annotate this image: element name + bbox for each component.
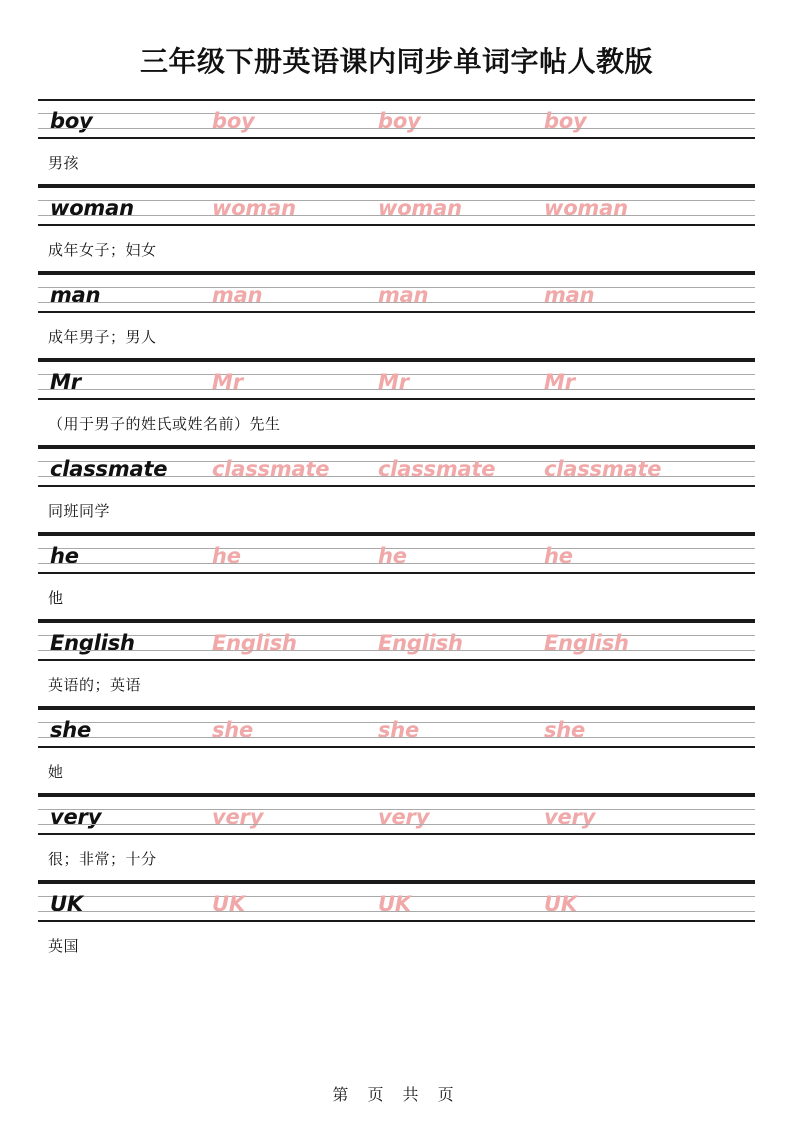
tracing-word-3[interactable]: she xyxy=(544,718,586,742)
tracing-word-3[interactable]: man xyxy=(544,283,595,307)
handwriting-rule-block xyxy=(38,186,755,226)
meaning-row xyxy=(38,748,755,795)
word-row xyxy=(38,362,755,398)
meaning-text: 她 xyxy=(48,763,64,781)
tracing-word-3[interactable]: he xyxy=(544,544,573,568)
vocabulary-entry xyxy=(38,186,755,273)
tracing-word-1[interactable]: he xyxy=(212,544,241,568)
word-row xyxy=(38,623,755,659)
vocabulary-entry xyxy=(38,360,755,447)
meaning-text: 同班同学 xyxy=(48,502,111,520)
tracing-word-3[interactable]: Mr xyxy=(544,370,575,394)
meaning-row xyxy=(38,922,755,969)
model-word: English xyxy=(50,631,135,655)
tracing-word-2[interactable]: he xyxy=(378,544,407,568)
meaning-text: 成年女子；妇女 xyxy=(48,241,157,259)
handwriting-rule-block xyxy=(38,621,755,661)
tracing-word-2[interactable]: very xyxy=(378,805,430,829)
handwriting-rule-block xyxy=(38,795,755,835)
tracing-word-1[interactable]: she xyxy=(212,718,254,742)
tracing-word-1[interactable]: very xyxy=(212,805,264,829)
tracing-word-3[interactable]: very xyxy=(544,805,596,829)
vocabulary-entry xyxy=(38,882,755,969)
handwriting-rule-block xyxy=(38,882,755,922)
page-footer: 第 页 共 页 xyxy=(332,1085,461,1104)
tracing-word-3[interactable]: classmate xyxy=(544,457,662,481)
tracing-word-1[interactable]: boy xyxy=(212,109,255,133)
meaning-row xyxy=(38,226,755,273)
page-title: 三年级下册英语课内同步单词字帖人教版 xyxy=(139,45,653,78)
model-word: man xyxy=(50,283,101,307)
word-row xyxy=(38,884,755,920)
tracing-word-2[interactable]: UK xyxy=(378,892,411,916)
meaning-row xyxy=(38,313,755,360)
handwriting-rule-block xyxy=(38,360,755,400)
model-word: he xyxy=(50,544,79,568)
word-row xyxy=(38,188,755,224)
model-word: classmate xyxy=(50,457,168,481)
vocabulary-entry xyxy=(38,621,755,708)
meaning-row xyxy=(38,400,755,447)
meaning-row xyxy=(38,487,755,534)
meaning-text: 他 xyxy=(48,589,64,607)
vocabulary-entry xyxy=(38,447,755,534)
handwriting-rule-block xyxy=(38,273,755,313)
meaning-text: 很；非常；十分 xyxy=(48,850,157,868)
tracing-word-1[interactable]: UK xyxy=(212,892,245,916)
meaning-text: 英国 xyxy=(48,937,80,955)
tracing-word-1[interactable]: Mr xyxy=(212,370,243,394)
model-word: Mr xyxy=(50,370,81,394)
tracing-word-1[interactable]: woman xyxy=(212,196,296,220)
handwriting-rule-block xyxy=(38,447,755,487)
vocabulary-entry xyxy=(38,99,755,186)
meaning-row xyxy=(38,139,755,186)
vocabulary-entry xyxy=(38,795,755,882)
word-row xyxy=(38,275,755,311)
meaning-text: 英语的；英语 xyxy=(48,676,142,694)
tracing-word-2[interactable]: she xyxy=(378,718,420,742)
vocabulary-practice-table xyxy=(38,99,755,969)
tracing-word-3[interactable]: woman xyxy=(544,196,628,220)
tracing-word-3[interactable]: UK xyxy=(544,892,577,916)
handwriting-rule-block xyxy=(38,534,755,574)
tracing-word-1[interactable]: English xyxy=(212,631,297,655)
tracing-word-1[interactable]: man xyxy=(212,283,263,307)
meaning-text: 男孩 xyxy=(48,154,80,172)
word-row xyxy=(38,449,755,485)
tracing-word-2[interactable]: woman xyxy=(378,196,462,220)
tracing-word-2[interactable]: man xyxy=(378,283,429,307)
tracing-word-2[interactable]: English xyxy=(378,631,463,655)
model-word: she xyxy=(50,718,92,742)
vocabulary-entry xyxy=(38,534,755,621)
vocabulary-entry xyxy=(38,273,755,360)
meaning-text: 成年男子；男人 xyxy=(48,328,157,346)
tracing-word-2[interactable]: classmate xyxy=(378,457,496,481)
tracing-word-3[interactable]: boy xyxy=(544,109,587,133)
model-word: UK xyxy=(50,892,83,916)
vocabulary-entry xyxy=(38,708,755,795)
handwriting-rule-block xyxy=(38,708,755,748)
model-word: boy xyxy=(50,109,93,133)
meaning-row xyxy=(38,661,755,708)
word-row xyxy=(38,101,755,137)
handwriting-rule-block xyxy=(38,99,755,139)
word-row xyxy=(38,536,755,572)
model-word: woman xyxy=(50,196,134,220)
tracing-word-3[interactable]: English xyxy=(544,631,629,655)
word-row xyxy=(38,710,755,746)
meaning-row xyxy=(38,574,755,621)
tracing-word-2[interactable]: boy xyxy=(378,109,421,133)
tracing-word-2[interactable]: Mr xyxy=(378,370,409,394)
word-row xyxy=(38,797,755,833)
tracing-word-1[interactable]: classmate xyxy=(212,457,330,481)
meaning-row xyxy=(38,835,755,882)
model-word: very xyxy=(50,805,102,829)
meaning-text: （用于男子的姓氏或姓名前）先生 xyxy=(48,415,281,433)
